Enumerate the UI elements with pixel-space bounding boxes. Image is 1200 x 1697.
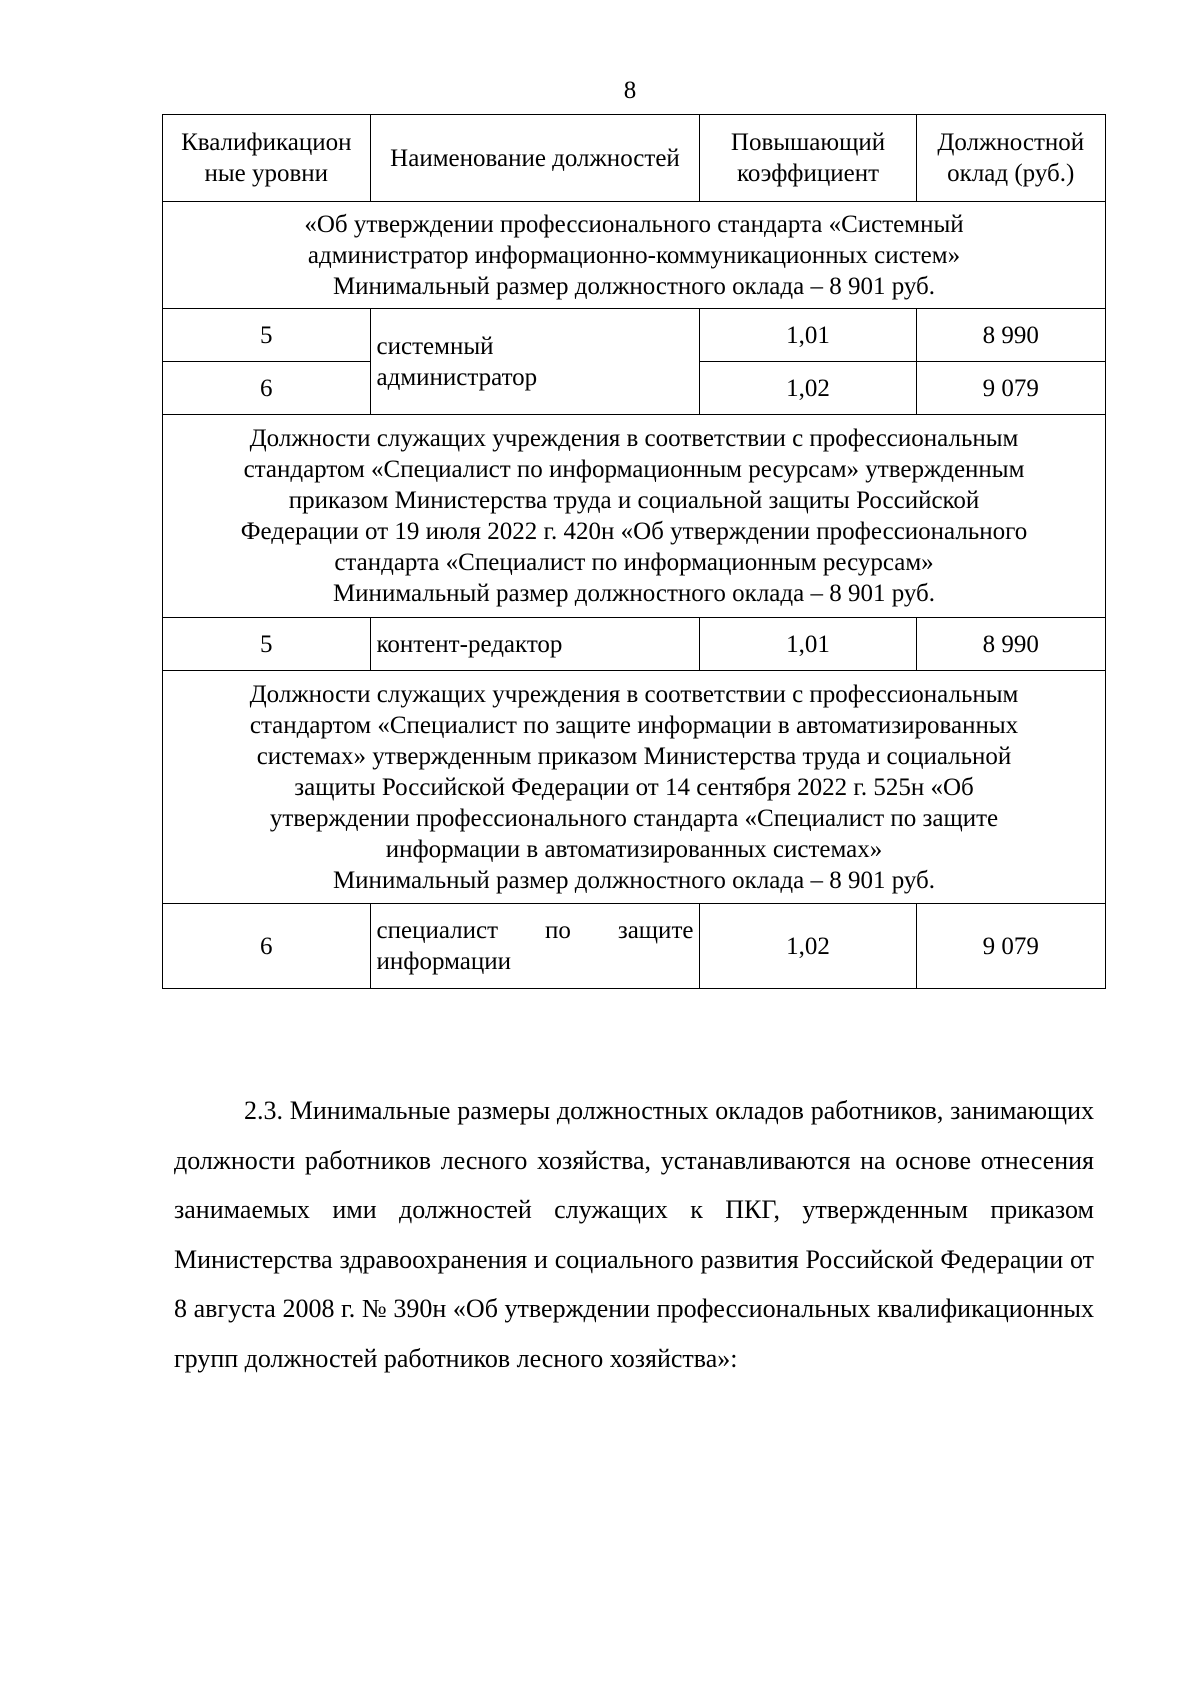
salary-cell: 8 990 — [916, 309, 1105, 362]
section-line: Минимальный размер должностного оклада – 8 901 руб. — [332, 580, 936, 607]
section-line: Должности служащих учреждения в соответствии с профессиональным — [249, 425, 1019, 452]
section-line: информации в автоматизированных системах» — [385, 835, 883, 863]
salary-cell: 9 079 — [916, 362, 1105, 415]
coefficient-cell: 1,02 — [700, 904, 916, 989]
section-text — [163, 415, 1106, 618]
table-row — [163, 904, 1106, 989]
header-qualification-levels: Квалификацион ные уровни — [163, 115, 371, 202]
section-line: администратор информационно-коммуникационных систем» — [307, 241, 961, 269]
section-line: системах» утвержденным приказом Министерства труда и социальной — [256, 742, 1012, 770]
level-cell: 5 — [163, 309, 371, 362]
coefficient-cell: 1,02 — [700, 362, 916, 415]
position-name-cell: системный администратор — [370, 309, 700, 415]
section-line: стандарта «Специалист по информационным ресурсам» — [334, 549, 934, 576]
section-text — [163, 671, 1106, 904]
level-cell: 6 — [163, 904, 371, 989]
section-row-info-resources-standard — [163, 415, 1106, 618]
table-row — [163, 618, 1106, 671]
section-line: защиты Российской Федерации от 14 сентября 2022 г. 525н «Об — [294, 773, 974, 801]
section-line: Федерации от 19 июля 2022 г. 420н «Об утверждении профессионального — [240, 518, 1028, 545]
coefficient-cell: 1,01 — [700, 309, 916, 362]
table-row — [163, 309, 1106, 362]
section-line: Минимальный размер должностного оклада – 8 901 руб. — [332, 272, 936, 300]
salary-cell: 9 079 — [916, 904, 1105, 989]
level-cell: 5 — [163, 618, 371, 671]
header-coefficient: Повышающий коэффициент — [700, 115, 916, 202]
section-row-sysadmin-standard — [163, 202, 1106, 309]
section-row-info-security-standard — [163, 671, 1106, 904]
salary-table — [162, 114, 1106, 989]
page-number: 8 — [623, 77, 637, 104]
section-line: Должности служащих учреждения в соответствии с профессиональным — [249, 680, 1019, 708]
section-line: «Об утверждении профессионального стандарта «Системный — [304, 210, 964, 238]
position-name-cell: специалист по защите информации — [370, 904, 700, 989]
section-line: стандартом «Специалист по защите информации в автоматизированных — [249, 711, 1019, 739]
section-line: утверждении профессионального стандарта «Специалист по защите — [269, 804, 999, 832]
table-header-row — [163, 115, 1106, 202]
position-name-cell: контент-редактор — [370, 618, 700, 671]
header-salary: Должностной оклад (руб.) — [916, 115, 1105, 202]
level-cell: 6 — [163, 362, 371, 415]
section-line: стандартом «Специалист по информационным ресурсам» утвержденным — [243, 456, 1025, 483]
body-paragraph: 2.3. Минимальные размеры должностных окладов работников, занимающих должности работников лесного хозяйства, устанавливаются на основе отнесения занимаемых ими должностей служащих к ПКГ, утвержденным приказом Министерства здравоохранения и социального развития Российской Федерации от 8 августа 2008 г. № 390н «Об утверждении профессиональных квалификационных групп должностей работников лесного хозяйства»: — [174, 1096, 1094, 1373]
header-position-names: Наименование должностей — [370, 115, 700, 202]
salary-cell: 8 990 — [916, 618, 1105, 671]
section-line: Минимальный размер должностного оклада – 8 901 руб. — [332, 866, 936, 894]
coefficient-cell: 1,01 — [700, 618, 916, 671]
section-text — [163, 202, 1106, 309]
section-line: приказом Министерства труда и социальной защиты Российской — [288, 487, 980, 514]
